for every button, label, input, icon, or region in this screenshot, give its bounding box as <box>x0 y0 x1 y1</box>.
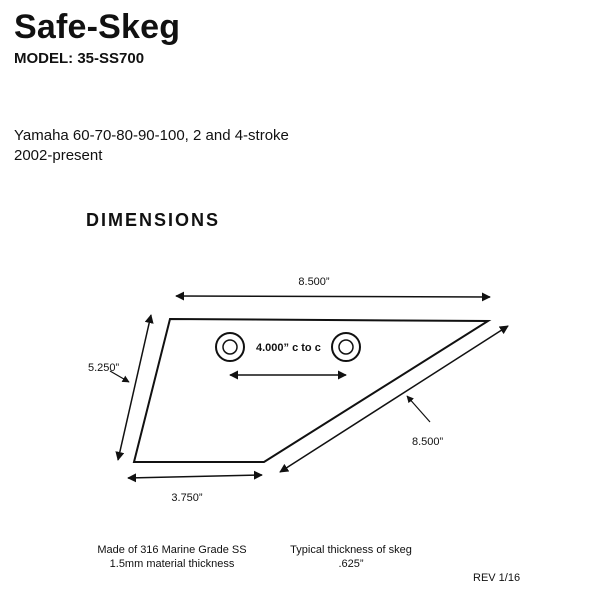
bottom-length-arrow <box>128 475 262 478</box>
product-title: Safe-Skeg <box>14 8 181 46</box>
revision-label: REV 1/16 <box>473 572 521 584</box>
diagonal-leader <box>407 396 430 422</box>
application-line-years: 2002-present <box>14 147 103 164</box>
height-leader <box>110 371 129 382</box>
hole-spacing-label: 4.000” c to c <box>256 342 321 354</box>
dimensions-heading: DIMENSIONS <box>86 210 221 230</box>
material-note-line1: Made of 316 Marine Grade SS <box>97 544 247 556</box>
height-label: 5.250” <box>88 362 120 374</box>
application-line-engines: Yamaha 60-70-80-90-100, 2 and 4-stroke <box>14 127 289 144</box>
mounting-hole-right <box>332 333 360 361</box>
material-note-line2: 1.5mm material thickness <box>109 558 235 570</box>
top-length-arrow <box>176 296 490 297</box>
bottom-length-label: 3.750” <box>171 492 203 504</box>
top-length-label: 8.500” <box>298 276 330 288</box>
material-note <box>82 543 262 571</box>
thickness-note-line2: .625” <box>338 558 364 570</box>
mounting-hole-left <box>216 333 244 361</box>
height-arrow <box>118 315 151 460</box>
thickness-note-line1: Typical thickness of skeg <box>290 544 412 556</box>
model-number: MODEL: 35-SS700 <box>14 50 145 67</box>
thickness-note <box>276 543 426 571</box>
diagonal-length-label: 8.500” <box>412 436 444 448</box>
